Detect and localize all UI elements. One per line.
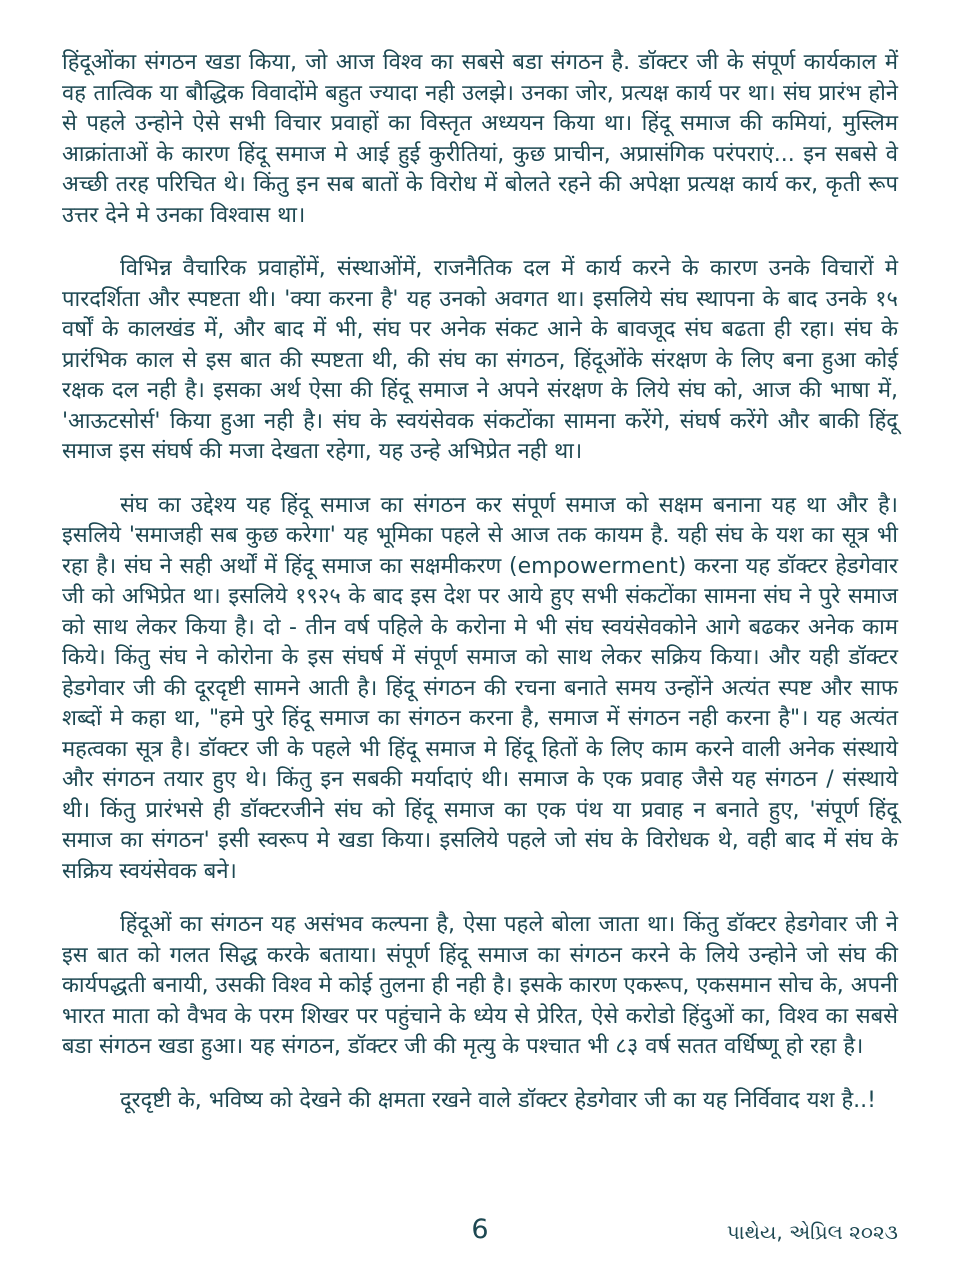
footer-publication-date: પાથેય, એપ્રિલ ૨૦૨૩ [726, 1220, 898, 1244]
paragraph-4: हिंदूओं का संगठन यह असंभव कल्पना है, ऐसा पहले बोला जाता था। किंतु डॉक्टर हेडगेवार जी ने इस बात को गलत सिद्ध करके बताया। संपूर्ण हिंदू समाज का संगठन करने के लिये उन्होने जो संघ की कार्यपद्धती बनायी, उसकी विश्व मे कोई तुलना ही नही है। इसके कारण एकरूप, एकसमान सोच के, अपनी भारत माता को वैभव के परम शिखर पर पहुंचाने के ध्येय से प्रेरित, ऐसे करोडो हिंदुओं का, विश्व का सबसे बडा संगठन खडा हुआ। यह संगठन, डॉक्टर जी की मृत्यु के पश्चात भी ८३ वर्ष सतत वर्धिष्णू हो रहा है। [62, 912, 898, 1059]
paragraph-1: हिंदूओंका संगठन खडा किया, जो आज विश्व का सबसे बडा संगठन है. डॉक्टर जी के संपूर्ण कार्यकाल में वह तात्विक या बौद्धिक विवादोंमे बहुत ज्यादा नही उलझे। उनका जोर, प्रत्यक्ष कार्य पर था। संघ प्रारंभ होने से पहले उन्होने ऐसे सभी विचार प्रवाहों का विस्तृत अध्ययन किया था। हिंदू समाज की कमियां, मुस्लिम आक्रांताओं के कारण हिंदू समाज मे आई हुई कुरीतियां, कुछ प्राचीन, अप्रासंगिक परंपराएं... इन सबसे वे अच्छी तरह परिचित थे। किंतु इन सब बातों के विरोध में बोलते रहने की अपेक्षा प्रत्यक्ष कार्य कर, कृती रूप उत्तर देने मे उनका विश्वास था। [62, 50, 898, 228]
page-body [62, 48, 898, 1139]
paragraph-5: दूरदृष्टी के, भविष्य को देखने की क्षमता रखने वाले डॉक्टर हेडगेवार जी का यह निर्विवाद यश है..! [120, 1087, 876, 1113]
page-number: 6 [471, 1214, 489, 1245]
paragraph-3: संघ का उद्देश्य यह हिंदू समाज का संगठन कर संपूर्ण समाज को सक्षम बनाना यह था और है। इसलिये 'समाजही सब कुछ करेगा' यह भूमिका पहले से आज तक कायम है. यही संघ के यश का सूत्र भी रहा है। संघ ने सही अर्थों में हिंदू समाज का सक्षमीकरण (empowerment) करना यह डॉक्टर हेडगेवार जी को अभिप्रेत था। इसलिये १९२५ के बाद इस देश पर आये हुए सभी संकटोंका सामना संघ ने पुरे समाज को साथ लेकर किया है। दो - तीन वर्ष पहिले के करोना मे भी संघ स्वयंसेवकोने आगे बढकर अनेक काम किये। किंतु संघ ने कोरोना के इस संघर्ष में संपूर्ण समाज को साथ लेकर सक्रिय किया। और यही डॉक्टर हेडगेवार जी की दूरदृष्टी सामने आती है। हिंदू संगठन की रचना बनाते समय उन्होंने अत्यंत स्पष्ट और साफ शब्दों मे कहा था, "हमे पुरे हिंदू समाज का संगठन करना है, समाज में संगठन नही करना है"। यह अत्यंत महत्वका सूत्र है। डॉक्टर जी के पहले भी हिंदू समाज मे हिंदू हितों के लिए काम करने वाली अनेक संस्थाये और संगठन तयार हुए थे। किंतु इन सबकी मर्यादाएं थी। समाज के एक प्रवाह जैसे यह संगठन / संस्थाये थी। किंतु प्रारंभसे ही डॉक्टरजीने संघ को हिंदू समाज का एक पंथ या प्रवाह न बनाते हुए, 'संपूर्ण हिंदू समाज का संगठन' इसी स्वरूप मे खडा किया। इसलिये पहले जो संघ के विरोधक थे, वही बाद में संघ के सक्रिय स्वयंसेवक बने। [62, 492, 898, 884]
page-footer [62, 1214, 898, 1260]
paragraph-2: विभिन्न वैचारिक प्रवाहोंमें, संस्थाओंमें, राजनैतिक दल में कार्य करने के कारण उनके विचारों मे पारदर्शिता और स्पष्टता थी। 'क्या करना है' यह उनको अवगत था। इसलिये संघ स्थापना के बाद उनके १५ वर्षों के कालखंड में, और बाद में भी, संघ पर अनेक संकट आने के बावजूद संघ बढता ही रहा। संघ के प्रारंभिक काल से इस बात की स्पष्टता थी, की संघ का संगठन, हिंदूओंके संरक्षण के लिए बना हुआ कोई रक्षक दल नही है। इसका अर्थ ऐसा की हिंदू समाज ने अपने संरक्षण के लिये संघ को, आज की भाषा में, 'आऊटसोर्स' किया हुआ नही है। संघ के स्वयंसेवक संकटोंका सामना करेंगे, संघर्ष करेंगे और बाकी हिंदू समाज इस संघर्ष की मजा देखता रहेगा, यह उन्हे अभिप्रेत नही था। [62, 256, 898, 464]
